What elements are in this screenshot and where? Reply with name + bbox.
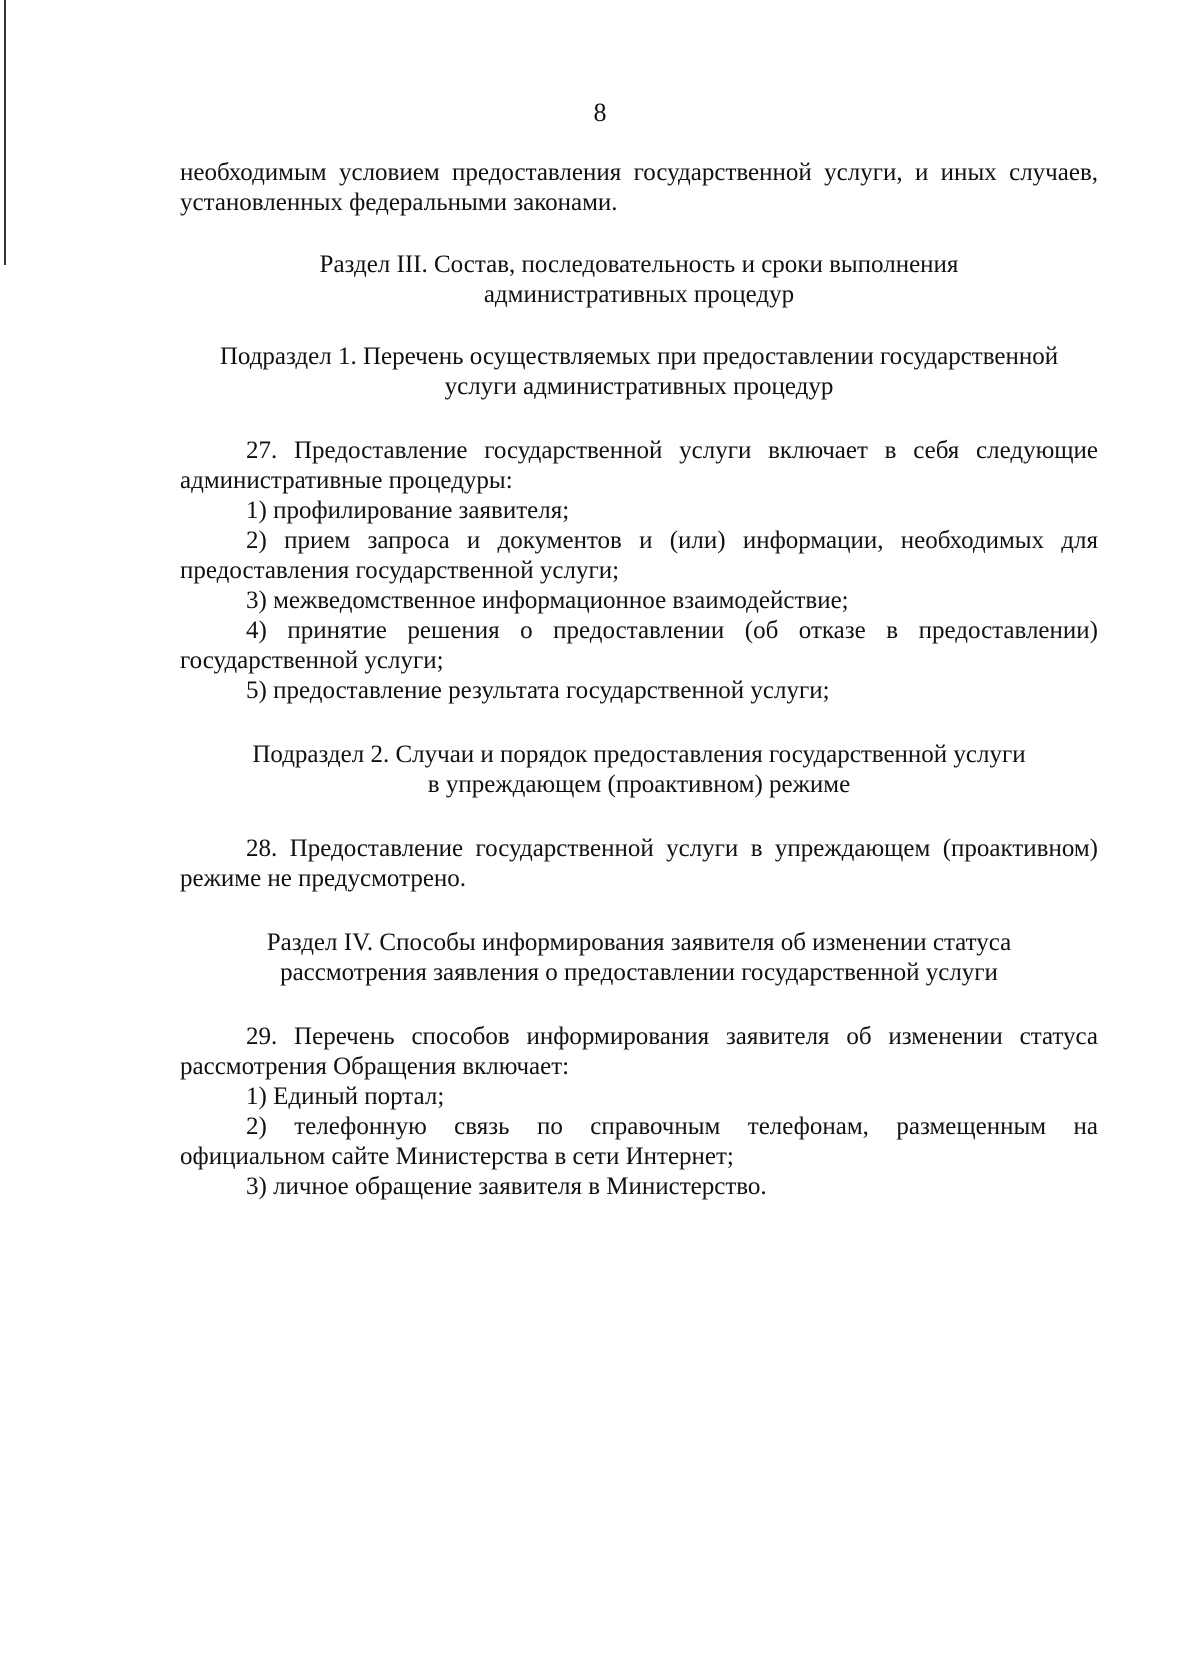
item-27-list-item-4: 4) принятие решения о предоставлении (об отказе в предоставлении) государственной услуги; xyxy=(180,617,1098,674)
item-27-list-item-3: 3) межведомственное информационное взаимодействие; xyxy=(246,587,849,614)
section-4-heading-line2: рассмотрения заявления о предоставлении государственной услуги xyxy=(280,959,998,986)
page-number: 8 xyxy=(593,98,607,127)
section-3-heading-line2: административных процедур xyxy=(483,281,795,308)
section-3-heading-line1: Раздел III. Состав, последовательность и сроки выполнения xyxy=(319,251,959,278)
intro-paragraph: необходимым условием предоставления государственной услуги, и иных случаев, установленных федеральными законами. xyxy=(180,159,1098,216)
subsection-2-heading-line2: в упреждающем (проактивном) режиме xyxy=(427,771,851,798)
subsection-1-heading-line1: Подраздел 1. Перечень осуществляемых при предоставлении государственной xyxy=(219,343,1059,370)
scan-edge-line xyxy=(4,0,6,265)
document-body xyxy=(180,158,1098,1202)
item-29-list-item-3: 3) личное обращение заявителя в Министерство. xyxy=(246,1173,767,1200)
item-28-paragraph: 28. Предоставление государственной услуги в упреждающем (проактивном) режиме не предусмотрено. xyxy=(180,835,1098,892)
subsection-1-heading-line2: услуги административных процедур xyxy=(444,373,834,400)
section-4-heading-line1: Раздел IV. Способы информирования заявителя об изменении статуса xyxy=(266,929,1012,956)
item-29-list-item-2: 2) телефонную связь по справочным телефонам, размещенным на официальном сайте Министерства в сети Интернет; xyxy=(180,1113,1098,1170)
subsection-2-heading xyxy=(180,740,1098,800)
section-4-heading xyxy=(180,928,1098,988)
item-27-list-item-5: 5) предоставление результата государственной услуги; xyxy=(246,677,830,704)
item-29-list-item-1: 1) Единый портал; xyxy=(246,1083,445,1110)
subsection-2-heading-line1: Подраздел 2. Случаи и порядок предоставления государственной услуги xyxy=(252,741,1026,768)
item-27-list-item-2: 2) прием запроса и документов и (или) информации, необходимых для предоставления государственной услуги; xyxy=(180,527,1098,584)
subsection-1-heading xyxy=(180,342,1098,402)
item-27-list-item-1: 1) профилирование заявителя; xyxy=(246,497,570,524)
item-27-paragraph: 27. Предоставление государственной услуги включает в себя следующие административные процедуры: xyxy=(180,437,1098,494)
item-29-paragraph: 29. Перечень способов информирования заявителя об изменении статуса рассмотрения Обращения включает: xyxy=(180,1023,1098,1080)
section-3-heading xyxy=(180,250,1098,310)
